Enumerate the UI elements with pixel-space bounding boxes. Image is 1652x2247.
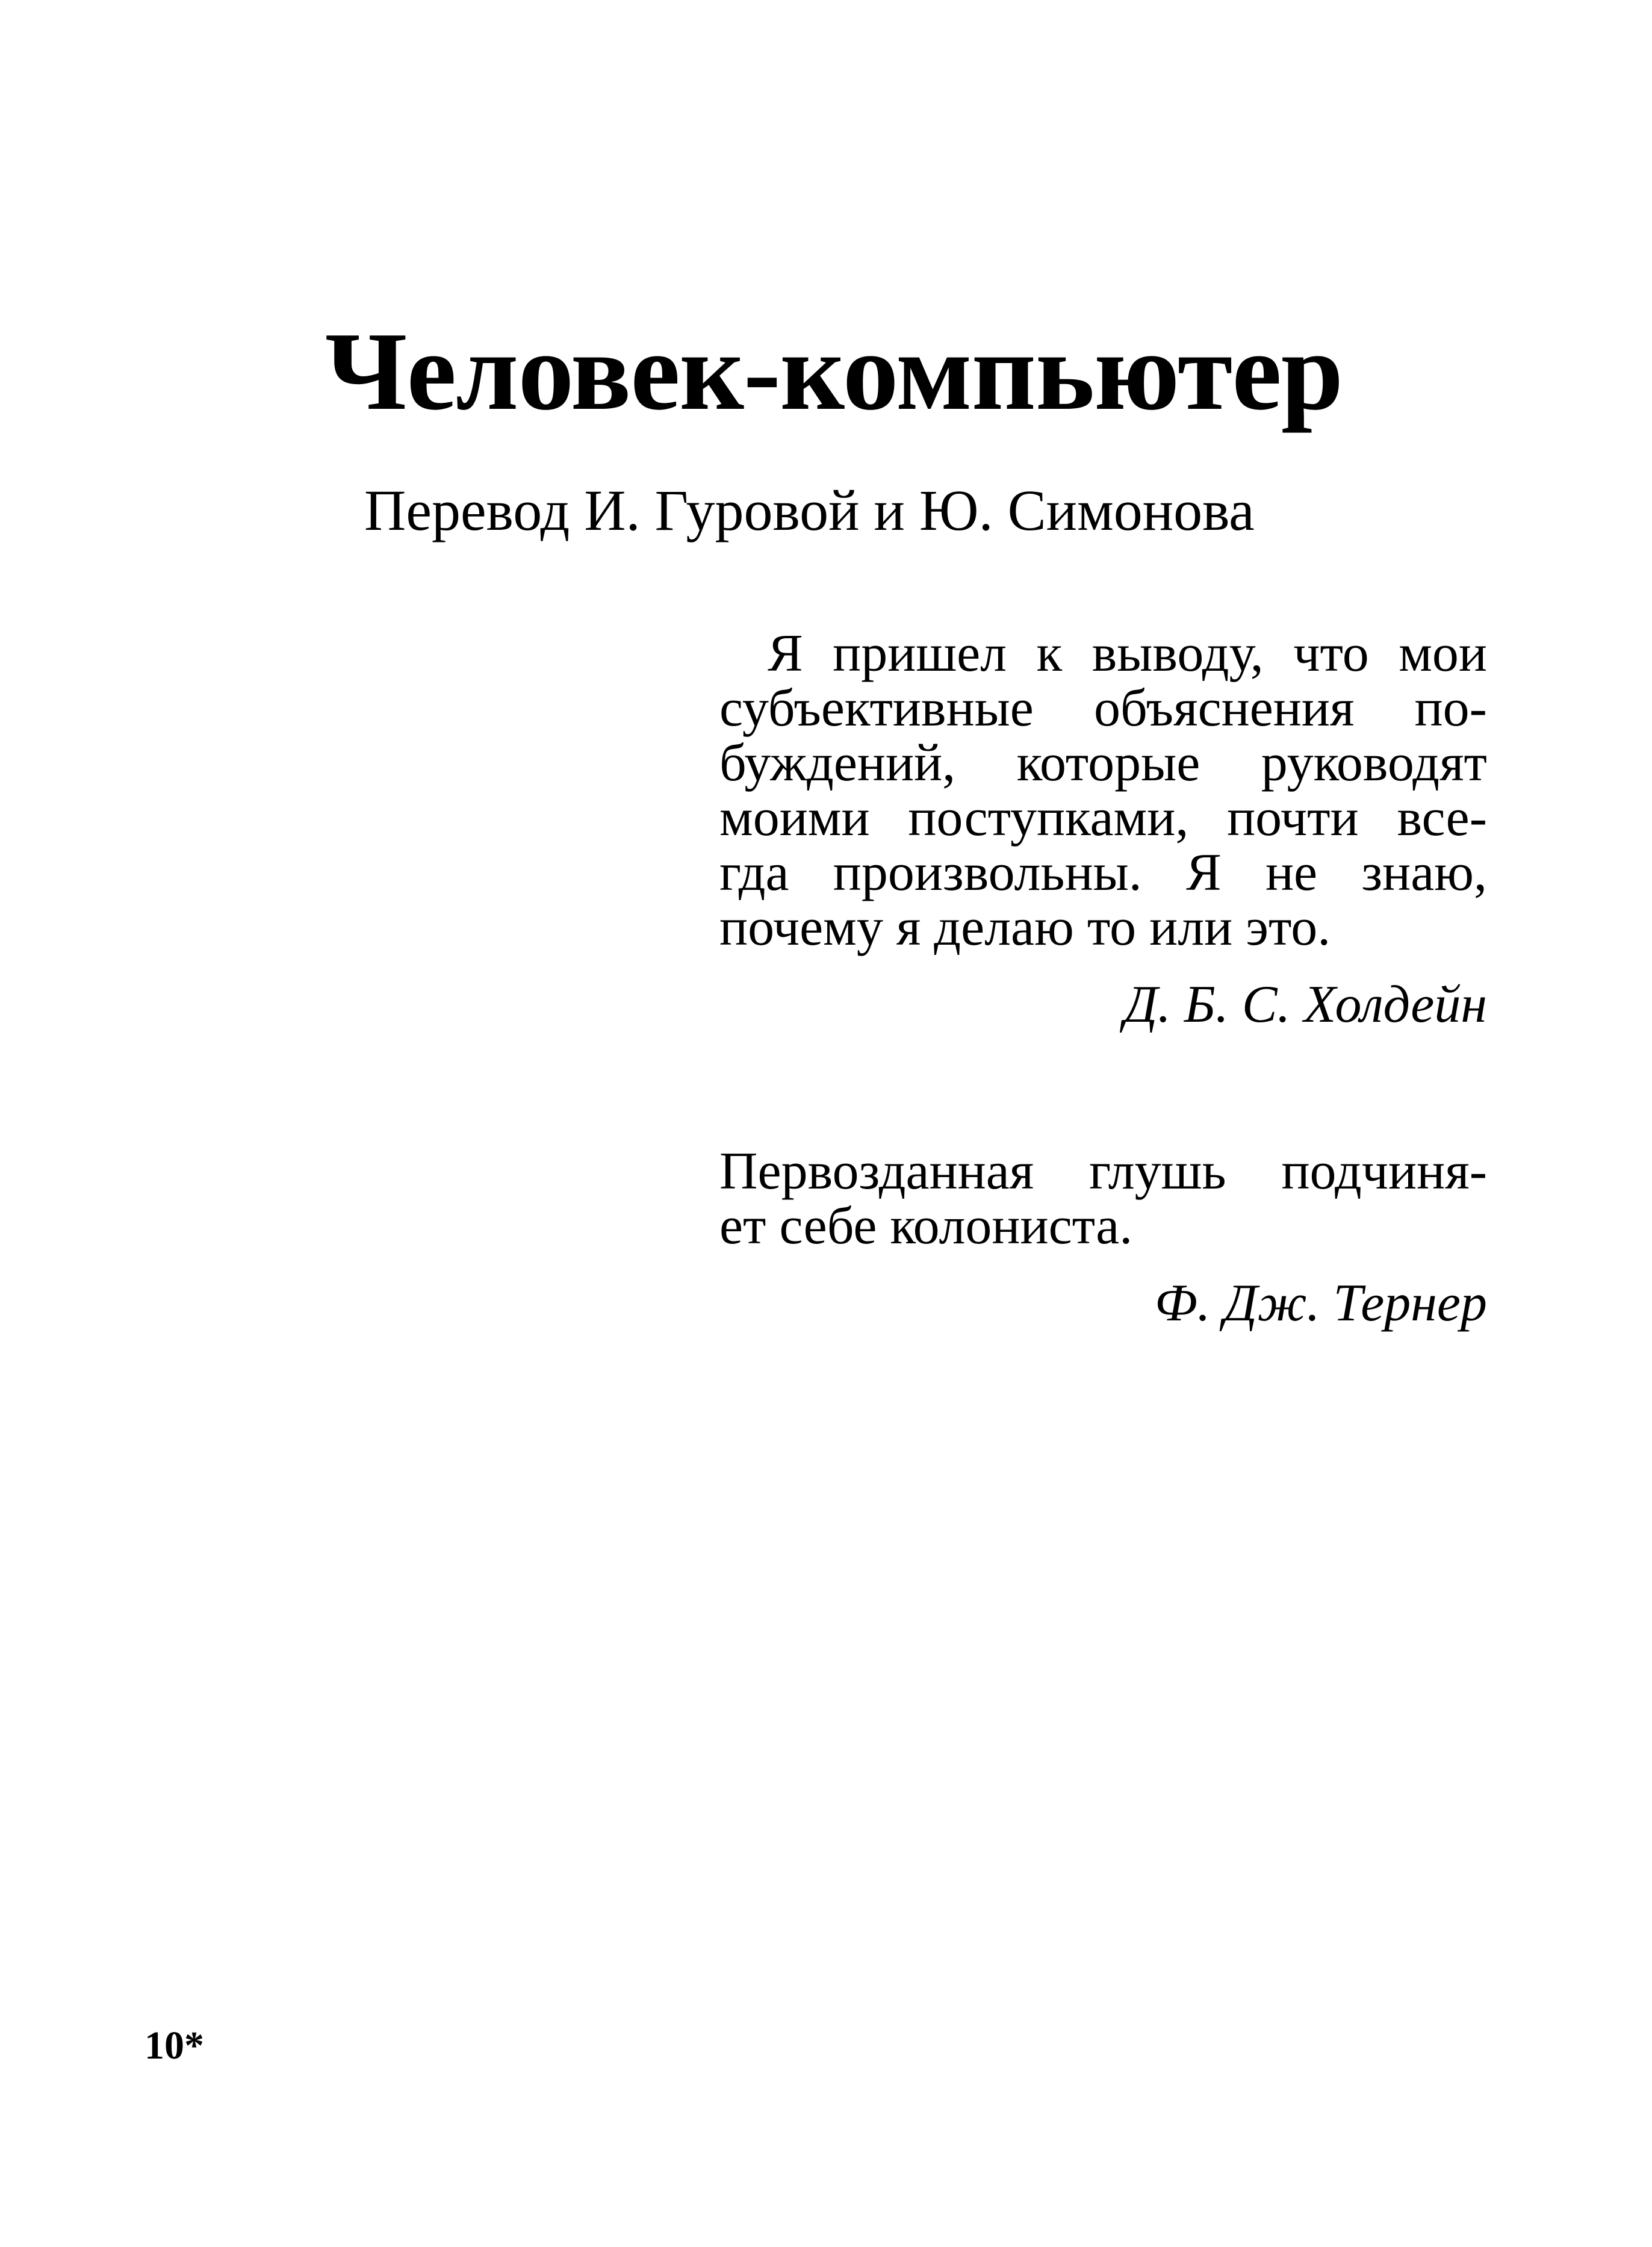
epigraph-author: Ф. Дж. Тернер [1154, 1274, 1487, 1332]
epigraph-haldane [719, 626, 1487, 1037]
translator-credit: Перевод И. Гуровой и Ю. Симонова [364, 478, 1255, 542]
quote-line: моими поступками, почти все- [719, 789, 1487, 847]
epigraph-author: Д. Б. С. Холдейн [1123, 975, 1487, 1034]
epigraph-quote [719, 1144, 1487, 1254]
page-number: 10* [144, 2024, 204, 2068]
quote-line: гда произвольны. Я не знаю, [719, 844, 1487, 902]
chapter-title: Человек-компьютер [325, 309, 1343, 434]
epigraph-turner [719, 1144, 1487, 1335]
quote-line: буждений, которые руководят [719, 734, 1487, 792]
epigraph-quote [719, 626, 1487, 955]
quote-line: ет себе колониста. [719, 1197, 1133, 1255]
quote-line: Первозданная глушь подчиня- [719, 1142, 1487, 1201]
quote-line: почему я делаю то или это. [719, 898, 1331, 957]
quote-line: Я пришел к выводу, что мои [768, 624, 1487, 683]
quote-line: субъективные объяснения по- [719, 679, 1487, 738]
